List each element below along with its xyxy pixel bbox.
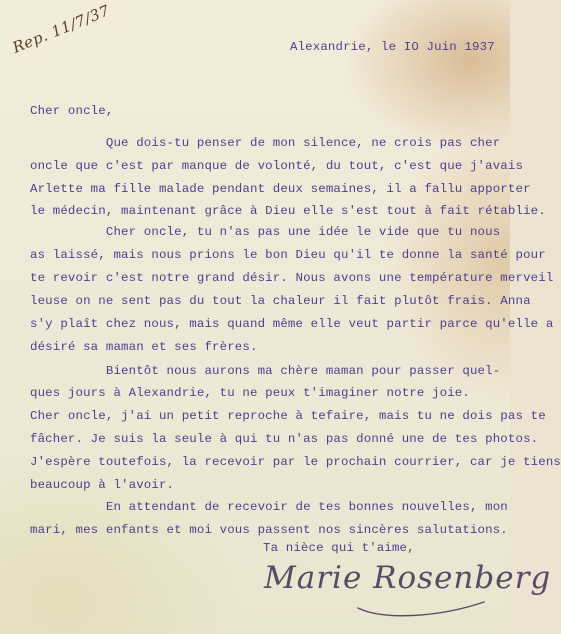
body-line: as laissé, mais nous prions le bon Dieu qu'il te donne la santé pour — [30, 248, 546, 262]
body-line: Cher oncle, tu n'as pas une idée le vide que tu nous — [30, 225, 501, 239]
body-line: Arlette ma fille malade pendant deux semaines, il a fallu apporter — [30, 182, 531, 196]
signature-text: Marie Rosenberg — [264, 560, 552, 596]
salutation: Cher oncle, — [30, 104, 114, 118]
body-line: fâcher. Je suis la seule à qui tu n'as pas donné une de tes photos. — [30, 432, 539, 446]
body-line: mari, mes enfants et moi vous passent nos sincères salutations. — [30, 523, 508, 537]
signature-flourish — [262, 558, 492, 622]
handwritten-signature — [262, 558, 552, 622]
body-line: te revoir c'est notre grand désir. Nous avons une température merveil — [30, 271, 554, 285]
body-line: le médecin, maintenant grâce à Dieu elle s'est tout à fait rétablie. — [30, 204, 546, 218]
body-line: J'espère toutefois, la recevoir par le prochain courrier, car je tiens — [30, 455, 561, 469]
body-line: En attendant de recevoir de tes bonnes nouvelles, mon — [30, 500, 508, 514]
body-line: Cher oncle, j'ai un petit reproche à tefaire, mais tu ne dois pas te — [30, 409, 546, 423]
body-line: Que dois-tu penser de mon silence, ne crois pas cher — [30, 136, 501, 150]
body-line: Bientôt nous aurons ma chère maman pour passer quel- — [30, 364, 501, 378]
body-line: oncle que c'est par manque de volonté, du tout, c'est que j'avais — [30, 159, 524, 173]
body-line: désiré sa maman et ses frères. — [30, 340, 258, 354]
body-line: ques jours à Alexandrie, tu ne peux t'imaginer notre joie. — [30, 386, 470, 400]
body-line: beaucoup à l'avoir. — [30, 478, 175, 492]
handwritten-annotation: Rep. 11/7/37 — [10, 1, 113, 57]
body-line: leuse on ne sent pas du tout la chaleur il fait plutôt frais. Anna — [30, 294, 531, 308]
letter-date: Alexandrie, le IO Juin 1937 — [290, 40, 495, 54]
body-line: s'y plaît chez nous, mais quand même elle veut partir parce qu'elle a — [30, 317, 554, 331]
sign-off: Ta nièce qui t'aime, — [263, 541, 415, 555]
